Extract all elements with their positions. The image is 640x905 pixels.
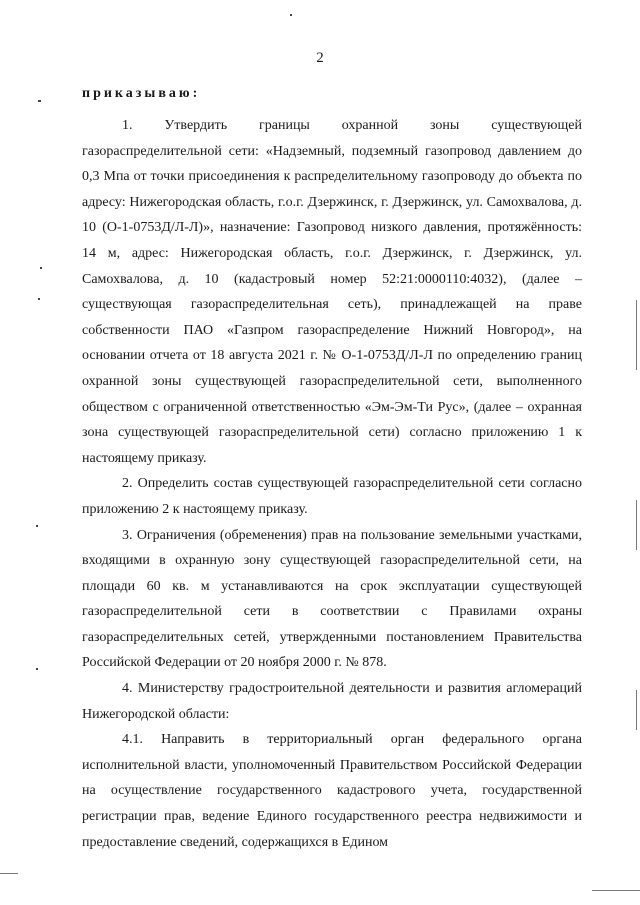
scan-speck xyxy=(40,267,42,269)
scan-speck xyxy=(290,14,292,16)
paragraph-2: 2. Определить состав существующей газораспределительной сети согласно приложению 2 к настоящему приказу. xyxy=(82,476,582,517)
scan-edge-line xyxy=(636,300,637,370)
scan-edge-line xyxy=(592,890,640,891)
paragraph-3: 3. Ограничения (обременения) прав на пользование земельными участками, входящими в охранную зону существующей газораспределительной сети, на площади 60 кв. м устанавливаются на срок эксплуатации существующей газораспределительной сети в соответствии с Правилами охраны газораспределительных сетей, утвержденными постановлением Правительства Российской Федерации от 20 ноября 2000 г. № 878. xyxy=(82,527,582,671)
scan-speck xyxy=(36,668,38,670)
paragraph-1: 1. Утвердить границы охранной зоны существующей газораспределительной сети: «Надземный, подземный газопровод давлением до 0,3 Мпа от точки присоединения к распределительному газопроводу до объекта по адресу: Нижегородская область, г.о.г. Дзержинск, г. Дзержинск, ул. Самохвалова, д. 10 (О-1-0753Д/Л-Л)», назначение: Газопровод низкого давления, протяжённость: 14 м, адрес: Нижегородская область, г.о.г. Дзержинск, г. Дзержинск, ул. Самохвалова, д. 10 (кадастровый номер 52:21:0000110:4032), (далее – существующая газораспределительная сеть), принадлежащей на праве собственности ПАО «Газпром газораспределение Нижний Новгород», на основании отчета от 18 августа 2021 г. № О-1-0753Д/Л-Л по определению границ охранной зоны существующей газораспределительной сети, выполненного обществом с ограниченной ответственностью «Эм-Эм-Ти Рус», (далее – охранная зона существующей газораспределительной сети) согласно приложению 1 к настоящему приказу. xyxy=(82,118,582,466)
scan-speck xyxy=(38,100,41,102)
paragraph-4: 4. Министерству градостроительной деятельности и развития агломераций Нижегородской области: xyxy=(82,681,582,722)
order-heading: приказываю: xyxy=(82,86,201,101)
scan-edge-line xyxy=(636,690,637,730)
paragraph-4-1: 4.1. Направить в территориальный орган федерального органа исполнительной власти, уполномоченный Правительством Российской Федерации на осуществление государственного кадастрового учета, государственной регистрации прав, ведение Единого государственного реестра недвижимости и предоставление сведений, содержащихся в Едином xyxy=(82,732,582,850)
scan-edge-line xyxy=(636,500,637,550)
scan-speck xyxy=(36,525,38,527)
scan-speck xyxy=(38,298,40,300)
page-number: 2 xyxy=(316,50,324,66)
document-body xyxy=(82,113,582,855)
scan-edge-line xyxy=(0,873,18,874)
